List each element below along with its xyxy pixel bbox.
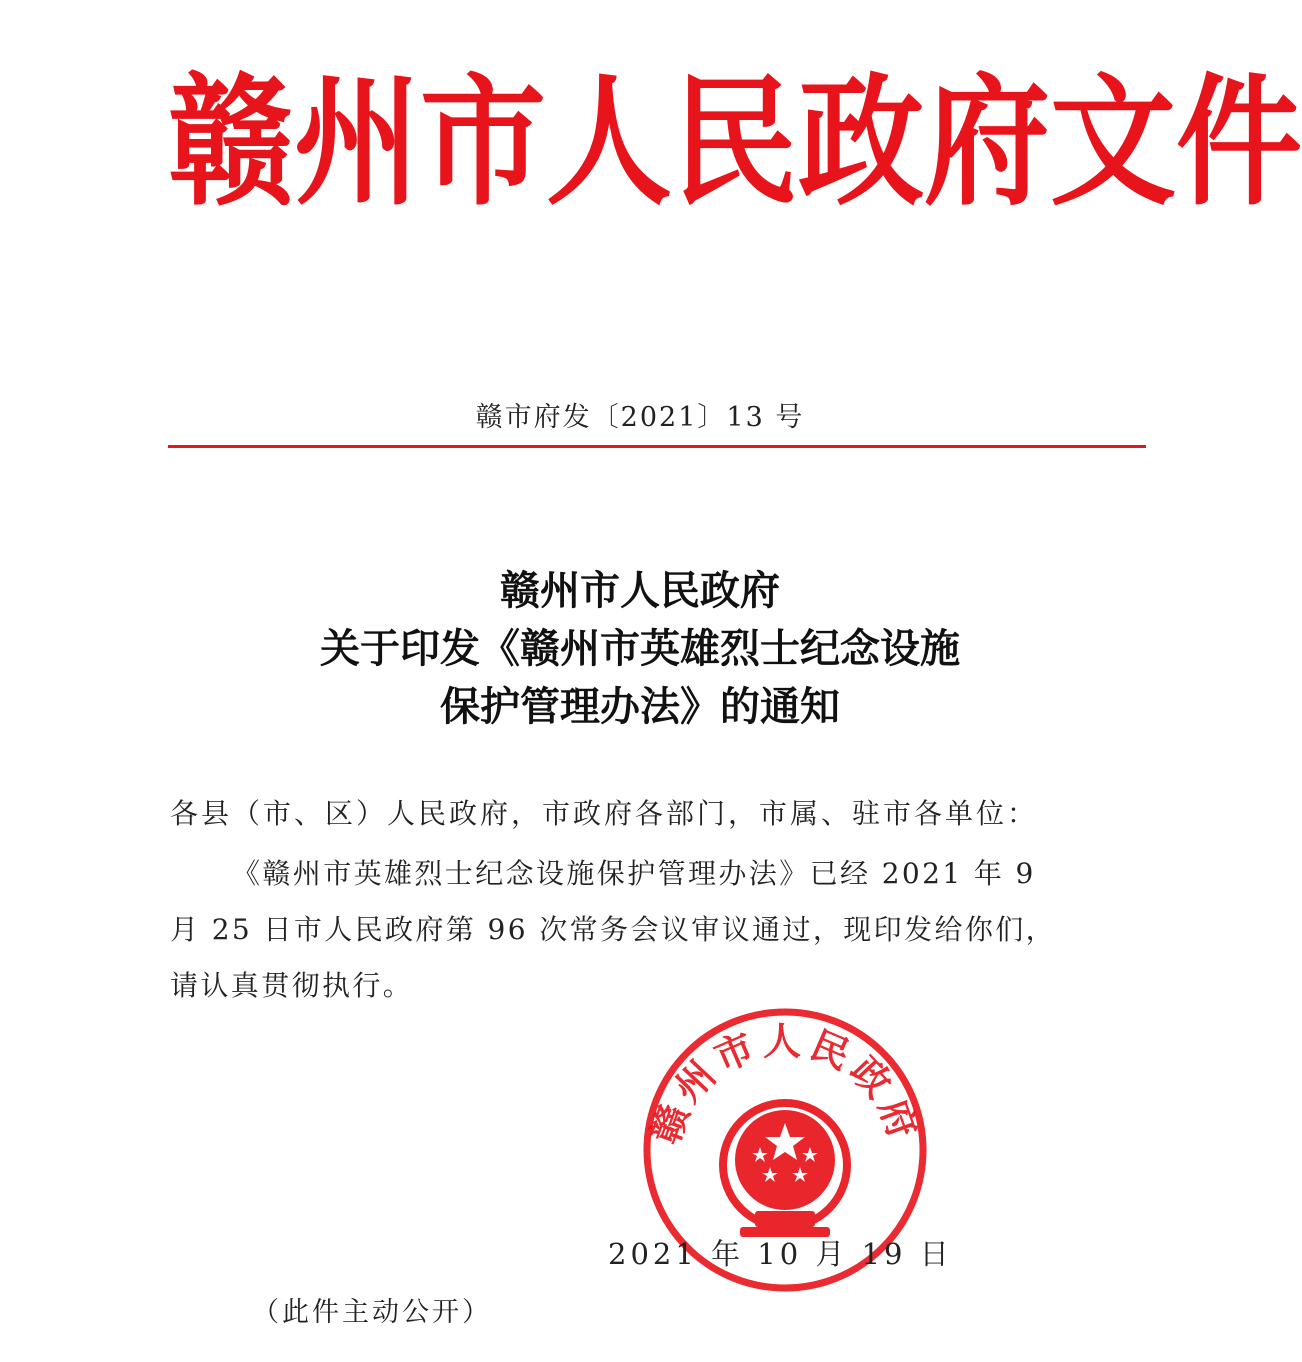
masthead-char: 件 <box>1176 59 1302 225</box>
national-emblem-icon <box>723 1103 847 1237</box>
body-paragraph <box>170 846 1115 1014</box>
masthead-char: 市 <box>420 59 546 225</box>
document-number: 赣市府发〔2021〕13 号 <box>475 402 805 433</box>
body-line-3: 请认真贯彻执行。 <box>170 969 414 1002</box>
title-line-3: 保护管理办法》的通知 <box>440 683 840 730</box>
title-line-1: 赣州市人民政府 <box>500 567 780 614</box>
body-line-2: 月 25 日市人民政府第 96 次常务会议审议通过，现印发给你们， <box>170 913 1057 946</box>
document-masthead <box>168 59 1302 225</box>
addressee: 各县（市、区）人民政府，市政府各部门，市属、驻市各单位： <box>170 797 1039 830</box>
masthead-char: 赣 <box>168 59 294 225</box>
document-title <box>0 562 1280 736</box>
seal-text: 赣州市人民政府 <box>642 1018 928 1150</box>
issue-date: 2021 年 10 月 19 日 <box>608 1237 953 1271</box>
masthead-char: 府 <box>924 59 1050 225</box>
masthead-char: 州 <box>294 59 420 225</box>
body-line-1: 《赣州市英雄烈士纪念设施保护管理办法》已经 2021 年 9 <box>232 857 1036 890</box>
disclosure-note: （此件主动公开） <box>252 1297 492 1328</box>
title-line-2: 关于印发《赣州市英雄烈士纪念设施 <box>320 625 960 672</box>
masthead-char: 人 <box>546 59 672 225</box>
masthead-char: 政 <box>798 59 924 225</box>
red-separator-line <box>168 445 1146 448</box>
masthead-char: 民 <box>672 59 798 225</box>
masthead-char: 文 <box>1050 59 1176 225</box>
